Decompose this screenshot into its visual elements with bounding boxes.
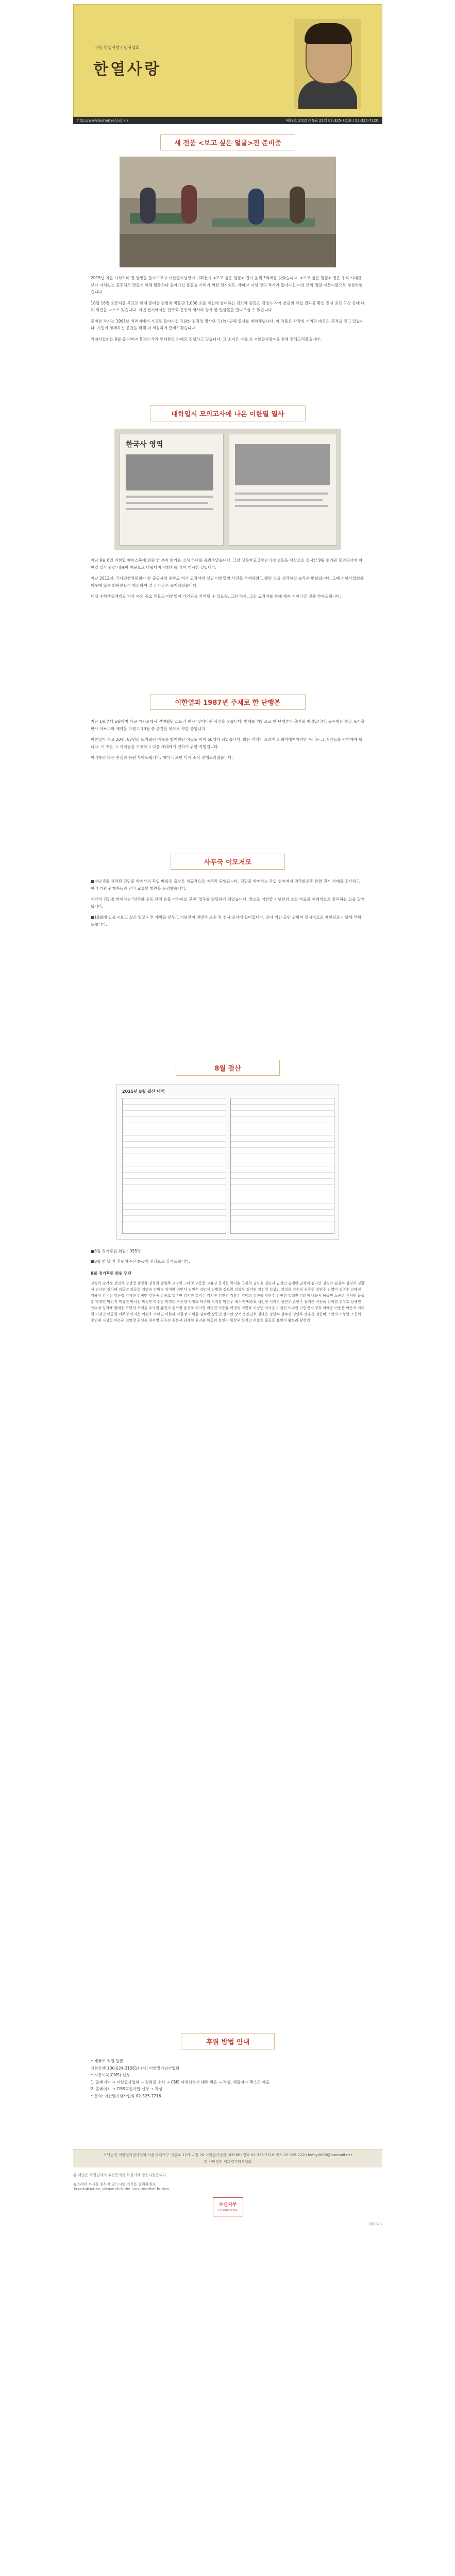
note: ■8월 한 달 간 후원해주신 분들께 진심으로 감사드립니다. [91,1259,190,1264]
paragraph: 계약직 김민철 학예사는 '민주화 운동 관련 유물 아카이브 구축' 업무를 담당하게 되었습니다. 앞으로 이한열 기념관의 소장 자료를 체계적으로 정리하는 일을 맡게 됩니다. [91,897,365,909]
section-title: 8월 결산 [176,1060,280,1076]
newsletter [73,4,382,2227]
table-caption: 2015년 8월 결산 내역 [122,1089,165,1094]
workshop-photo [120,157,336,267]
guide-line: 신한은행 100-024-315614 (사) 이한열기념사업회 [91,2065,179,2071]
section-office-news [73,845,382,1052]
unsubscribe-label: 수신거부 [218,2202,237,2208]
unsubscribe-text: 뉴스레터 수신을 원하지 않으시면 여기를 클릭하세요. [73,2182,157,2187]
paragraph: 이한열이 가고 20년, 87년의 뜨거웠던 여름을 함께했던 이들도 이제 50대가 되었습니다. 많은 기억이 흐려지고 희미해져가지만 우리는 그 시간들을 기억해야 합니다. 이 책은 그 기억들을 기록하고 다음 세대에게 전하기 위한 작업입니다. [91,737,363,749]
paragraph: 2015년 가을 시작하며 전 방향을 돌아보고자 이한열기념관이 기획전시 <보고 싶은 얼굴> 전이 올해 3회째를 맞았습니다. <보고 싶은 얼굴> 전은 우리 시대를 보다 가치있는 공동체로 만들기 위해 활동하다 돌아가신 분들을 기리기 위한 전시회로, 해마다 여섯 명의 작가가 돌아가신 여섯 분의 얼굴 애틋이름으로 형상화했습니다. [91,276,363,294]
footer-copyright: © 사단법인 이한열기념사업회 [204,2160,252,2164]
settlement-table-image [116,1084,339,1240]
unsubscribe-sublabel: Unsubscribe [218,2209,238,2212]
paragraph: 지난 2012년, 국사편찬위원회가 한 출판사의 중학교 역사 교과서에 실린 이한열의 사진을 삭제하려고 했던 것을 생각하면 놀라운 변화입니다. 그때 기념사업회를 비롯해 많은 회원분들이 항의하여 결국 사진은 유지되었습니다. [91,576,364,588]
mail-notice: 본 메일은 회원님께서 수신동의를 하셨기에 발송되었습니다. [73,2173,167,2177]
footer-address: 사단법인 이한열기념사업회 서울시 마포구 신촌로 12가 나길 26 이한열기념관 (03786) 전화 02-325-7216 팩스 02-325-7220 leehy0609@hanmail.net [103,2153,352,2157]
org-name: (사) 한열사랑기념사업회 [95,45,140,50]
header-info-bar [73,117,382,124]
guide-line: • 자동이체(CMS) 신청 [91,2073,130,2077]
newsletter-logo: 한열사랑 [93,60,161,78]
guide-line: • 계좌로 직접 입금 [91,2059,124,2063]
exam-label: 한국사 영역 [126,440,163,449]
guide-line: • 문의: 이한열기념사업회 02-325-7216 [91,2093,161,2098]
guide-line: 2. 홈페이지 → CMS회원가입 신청 → 작성 [91,2087,163,2091]
site-url[interactable]: http://www.leehanyeol.or.kr/ [77,118,128,123]
paragraph: 대입 수험생들에게도 역사 속의 중요 인물로 이한열이 각인되고 기억될 수 있도록, 그런 역사, 그런 교과서를 함께 계속 지켜나갈 것을 약속드립니다. [91,594,341,599]
newsletter-footer [73,2149,382,2167]
paragraph: 지난 1월부터 6월까지 다큐 카카오에서 진행했던 스토리 펀딩 '잊어버린 사건을 찾습니다' 연재를 기반으로 한 단행본이 출간될 예정입니다. 공시창은 한길 도서출판사 아르고와 계약을 마쳤고 10월 중 출간을 목표로 작업 중입니다. [91,719,365,731]
section-title: 대학입시 모의고사에 나온 이한열 열사 [150,405,306,421]
page-indicator: 이미지 1 [368,2222,382,2226]
section-exhibition [73,124,382,397]
donors-heading: 8월 정기후원 회원 명단 [91,1271,132,1276]
portrait-image [294,19,361,109]
section-exam [73,397,382,686]
paragraph: 준비상 작가는 1991년 치러지에서 시고로 돌아가신 고(故) 김귀정 열사와 고(故) 권해 열사를 재현해냅니다. 이 작품은 각각의 기억과 애도의 흔적을 담고 있습니다. 시민이 함께하는 공간을 위해 더 세심하게 준비하겠습니다. [91,318,364,330]
section-title: 새 전품 <보고 싶은 얼굴>전 준비중 [160,134,295,150]
unsubscribe-button[interactable] [213,2197,243,2216]
unsubscribe-area [73,2167,382,2227]
paragraph: 지난 9월 6일 이한열 페이스북에 회원 한 분이 반가운 소식 하나를 올려주었습니다. 그날 고등학교 3학년 수험생들을 대상으로 실시한 9월 평가원 모의고사에 이한열 열사 관련 내용이 지문으로 나왔다며 시험지를 찍어 게시한 것입니다. [91,558,363,570]
newsletter-header [73,4,382,117]
paragraph: ■지난 8월 시작된 김민준 학예사의 독일 베를린 출장은 성공적으로 마무리 되었습니다. 김민준 학예사는 독일 현지에서 민주화운동 관련 전시 사례를 조사하고 여러 기관 관계자들과 만나 교류의 방안을 논의했습니다. [91,879,360,891]
paragraph: 10월 16일 오픈식을 목표로 현재 준비상 김병희 박물관 1,000 호를 작업에 참여하는 김도학 김동은 김병수 작가 분들의 작업 결과물 확인 전시 공간 구성 등에 대해 의견을 나누고 있습니다. 이번 전시에서는 민주화 운동의 역사와 함께 한 얼굴들을 만나보실 수 있습니다. [91,300,365,312]
donor-list: 강경희 강기정 강민지 강선영 강성화 강성희 강현주 고경민 고나영 고동준 고유진 공지현 곽지훈 구본희 권도윤 권민서 권성민 권예린 권정미 김가연 김경란 김경수 김경희 김광석 김나연 김다혜 김동민 김동현 김명숙 김미경 김미란 김민서 김민수 김민재 김병철 김보람 김상우 김서연 김선영 김성민 김성호 김수진 김승현 김연주 김영미 김영수 김예진 김용석 김유진 김은정 김재현 김정민 김정숙 김종호 김주연 김지민 김지수 김지현 김진영 김창수 김태희 김한솔 김현수 김현정 김혜진 김희정 나윤서 남궁민 노승현 류지원 문성훈 박경민 박민지 박상현 박서진 박성민 박수현 박영희 박은영 박정호 박주희 박지훈 박현우 배수진 백승호 서민정 서지영 성민우 손현주 송지은 신동욱 신미경 신성호 심재민 안수정 양지혜 엄태웅 오민석 오세훈 우지원 유민지 윤서영 윤성호 이가영 이경민 이동훈 이명숙 이민호 이상민 이서윤 이성진 이수연 이승민 이영희 이예은 이용준 이은지 이재원 이정민 이종현 이주영 이지은 이진호 이태민 이한나 이현정 이혜원 임수빈 장동건 장미란 장서연 전민호 정다은 정민수 정수진 정연우 정우성 정은비 조민서 조성민 조은희 주민재 지성현 차은우 최민영 최성훈 최수영 최유진 최은서 최재원 최지훈 한동희 한민지 한상우 한지민 허준호 홍길동 홍민지 황보라 황성민 [91,1281,365,1323]
guide-line: 1. 홈페이지 → 이한열사업회 → 정회원 소식 → CMS 이체신청서 내려 받음 → 작성, 해당자나 팩스로 제출 [91,2079,270,2084]
paragraph: ■10월에 있을 <보고 싶은 얼굴> 전 개막을 앞두고 기념관이 전면적 보수 및 전시 공사에 들어갑니다. 공사 기간 동안 관람이 일시적으로 제한되오니 양해 부탁드립니다. [91,915,362,927]
section-book [73,686,382,845]
unsubscribe-text-en: To unsubscribe, please click the 'Unsubscribe' button. [73,2187,170,2191]
section-title: 이한열과 1987년 주체로 한 단행본 [150,694,306,710]
note: ■8월 정기후원 회원 : 355명 [91,1249,141,1253]
section-title: 후원 방법 안내 [181,2033,275,2049]
paragraph: 여러분의 많은 관심과 응원 부탁드립니다. 책이 나오면 다시 소식 전해드리겠습니다. [91,755,233,760]
section-august-settlement [73,1052,382,2025]
issue-info: 제89호 2015년 9월 21일 02-325-7216 / 02-325-7220 [285,118,378,123]
exam-paper-photo [114,429,341,550]
paragraph: 기념사업회는 9월 중 나머지 5명의 작가 인터뷰도 차례로 진행하고 있습니다. 그 소식은 다음 호 <한열사랑>을 통해 전해드리겠습니다. [91,336,322,342]
section-donation-guide [73,2025,382,2149]
section-title: 사무국 이모저모 [171,854,285,870]
